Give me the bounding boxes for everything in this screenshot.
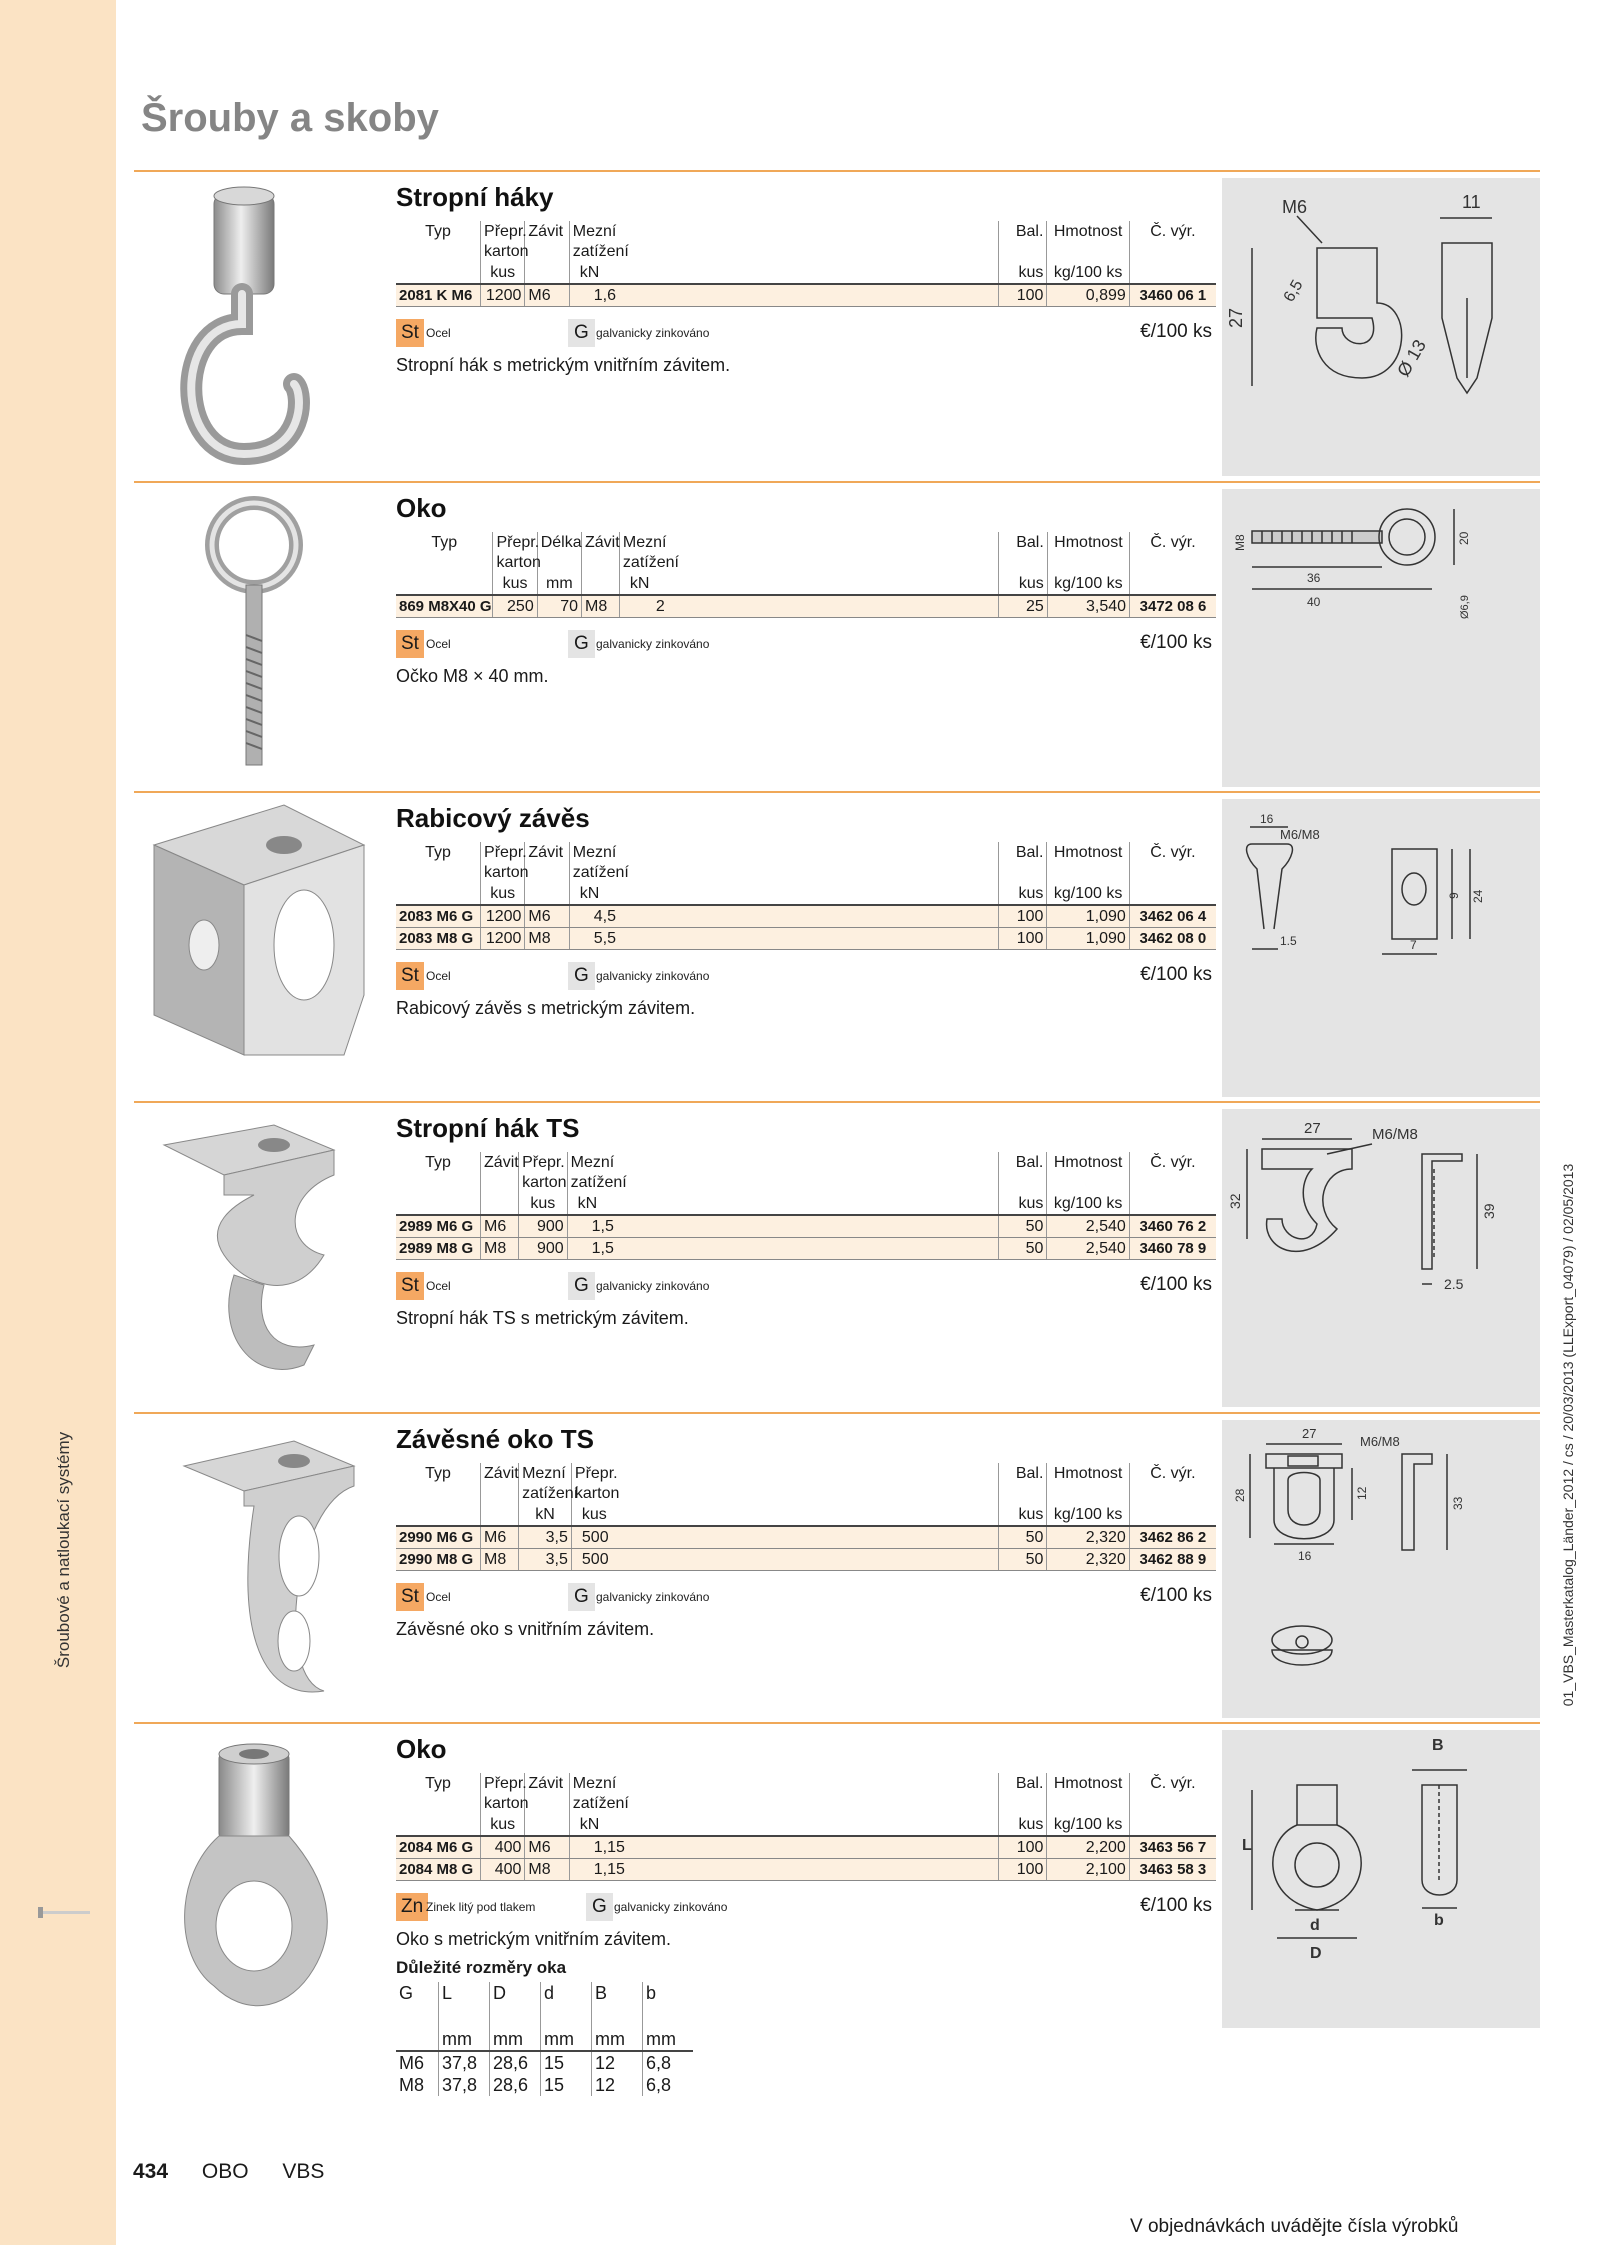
svg-text:M6: M6 [1282, 197, 1308, 217]
product-description: Očko M8 × 40 mm. [396, 666, 549, 686]
svg-text:27: 27 [1226, 307, 1246, 328]
spec-table: Typ Přepr. karton Závit Mezní zatížení Bal. Hmotnost Č. výr. kus kN kus kg/100 ks 2083 M6 G 1200 M6 4,5 100 1,090 3462 06 4 2083 M8 G 1200 M8 5,5 100 1,090 3462 08 0 [396, 842, 1216, 950]
finish-badge: G [568, 630, 595, 658]
spec-table: Typ Přepr. karton Závit Mezní zatížení Bal. Hmotnost Č. výr. kus kN kus kg/100 ks 2081 K M6 1200 M6 1,6 100 0,899 3460 06 1 [396, 221, 1216, 307]
product-photo-ts-eye [134, 1416, 376, 1706]
svg-text:9: 9 [1447, 892, 1461, 899]
technical-drawing [1222, 178, 1540, 476]
svg-text:36: 36 [1307, 571, 1321, 585]
product-photo-eye-nut [134, 1726, 376, 2016]
technical-drawing [1222, 1109, 1540, 1407]
svg-text:M6/M8: M6/M8 [1372, 1126, 1418, 1143]
section-title: Stropní hák TS [396, 1113, 580, 1143]
product-photo-wire-hanger [134, 795, 376, 1085]
product-description: Stropní hák s metrickým vnitřním závitem. [396, 355, 731, 375]
dimensions-title: Důležité rozměry oka [396, 1958, 567, 1977]
price-unit: €/100 ks [1140, 632, 1212, 653]
spec-table: Typ Závit Mezní zatížení Přepr. karton Bal. Hmotnost Č. výr. kN kus kus kg/100 ks 2990 M6 G M6 3,5 500 50 2,320 3462 86 2 2990 M8 G M8 3,5 500 50 2,320 3462 88 9 [396, 1463, 1216, 1571]
svg-text:Ø6,9: Ø6,9 [1459, 595, 1471, 619]
finish-badge: G [568, 1272, 595, 1300]
svg-text:27: 27 [1302, 1426, 1317, 1441]
table-row: 2989 M6 G M6 900 1,5 50 2,540 3460 76 2 [396, 1215, 1216, 1238]
svg-text:7: 7 [1410, 938, 1417, 952]
table-row: M6 37,8 28,6 15 12 6,8 [396, 2051, 693, 2074]
table-row: 2081 K M6 1200 M6 1,6 100 0,899 3460 06 1 [396, 284, 1216, 307]
spec-table: Typ Přepr. karton Závit Mezní zatížení Bal. Hmotnost Č. výr. kus kN kus kg/100 ks 2084 M6 G 400 M6 1,15 100 2,200 3463 56 7 2084 M8 G 400 M8 1,15 100 2,100 3463 58 3 [396, 1773, 1216, 1881]
section-title: Oko [396, 493, 447, 523]
table-row: 2083 M8 G 1200 M8 5,5 100 1,090 3462 08 0 [396, 928, 1216, 950]
product-description: Oko s metrickým vnitřním závitem. [396, 1929, 672, 1949]
section-title: Závěsné oko TS [396, 1424, 594, 1454]
price-unit: €/100 ks [1140, 1585, 1212, 1606]
svg-text:28: 28 [1233, 1488, 1247, 1502]
price-unit: €/100 ks [1140, 1895, 1212, 1916]
table-row: M8 37,8 28,6 15 12 6,8 [396, 2074, 693, 2096]
svg-text:M8: M8 [1233, 534, 1247, 551]
finish-badge: G [568, 1583, 595, 1611]
brand-vbs: VBS [282, 2160, 325, 2183]
product-photo-ceiling-hook [134, 174, 376, 464]
svg-text:24: 24 [1471, 889, 1485, 903]
spec-table: Typ Přepr. karton Délka Závit Mezní zatížení Bal. Hmotnost Č. výr. kus mm kN kus kg/100 ks 869 M8X40 G 250 70 M8 2 25 3,540 3472 08 6 [396, 532, 1216, 618]
finish-badge: G [568, 319, 595, 347]
product-description: Stropní hák TS s metrickým závitem. [396, 1308, 689, 1328]
svg-text:27: 27 [1304, 1120, 1321, 1137]
svg-text:M6/M8: M6/M8 [1360, 1434, 1400, 1449]
svg-text:16: 16 [1260, 812, 1274, 826]
sidebar-label: Šroubové a natloukací systémy [54, 1431, 73, 1669]
svg-text:11: 11 [1462, 192, 1481, 212]
svg-text:39: 39 [1481, 1203, 1497, 1219]
technical-drawing [1222, 489, 1540, 787]
table-row: 2083 M6 G 1200 M6 4,5 100 1,090 3462 06 4 [396, 905, 1216, 928]
price-unit: €/100 ks [1140, 964, 1212, 985]
technical-drawing [1222, 799, 1540, 1097]
spec-table: Typ Závit Přepr. karton Mezní zatížení Bal. Hmotnost Č. výr. kus kN kus kg/100 ks 2989 M6 G M6 900 1,5 50 2,540 3460 76 2 2989 M8 G M8 900 1,5 50 2,540 3460 78 9 [396, 1152, 1216, 1260]
product-photo-ts-hook [134, 1105, 376, 1395]
table-row: 2990 M6 G M6 3,5 500 50 2,320 3462 86 2 [396, 1526, 1216, 1549]
sidebar-marker [38, 1911, 90, 1914]
brand-obo: OBO [201, 2160, 249, 2183]
svg-text:33: 33 [1451, 1496, 1465, 1510]
table-row: 2989 M8 G M8 900 1,5 50 2,540 3460 78 9 [396, 1238, 1216, 1260]
material-badge: St [396, 319, 424, 347]
svg-text:12: 12 [1355, 1486, 1369, 1500]
svg-text:B: B [1432, 1737, 1444, 1754]
footer-note: V objednávkách uvádějte čísla výrobků [1130, 2216, 1459, 2237]
svg-text:2.5: 2.5 [1444, 1276, 1464, 1292]
svg-text:M6/M8: M6/M8 [1280, 827, 1320, 842]
section-title: Rabicový závěs [396, 803, 590, 833]
table-row: 869 M8X40 G 250 70 M8 2 25 3,540 3472 08 6 [396, 595, 1216, 618]
svg-text:d: d [1310, 1917, 1320, 1934]
table-row: 2990 M8 G M8 3,5 500 50 2,320 3462 88 9 [396, 1549, 1216, 1571]
table-row: 2084 M6 G 400 M6 1,15 100 2,200 3463 56 7 [396, 1836, 1216, 1859]
sidebar [0, 0, 116, 2245]
svg-text:D: D [1310, 1945, 1322, 1962]
page-number: 434 [133, 2160, 169, 2183]
material-badge: St [396, 1583, 424, 1611]
material-badge: St [396, 962, 424, 990]
product-photo-eye-screw [134, 485, 376, 775]
svg-text:L: L [1242, 1837, 1252, 1854]
svg-text:32: 32 [1227, 1193, 1243, 1209]
dimensions-table: G L D d B b mm mm mm mm mm M6 37,8 28,6 15 12 6,8 M8 37,8 28,6 15 12 6,8 [396, 1982, 693, 2096]
material-badge: St [396, 1272, 424, 1300]
technical-drawing [1222, 1730, 1540, 2028]
product-description: Rabicový závěs s metrickým závitem. [396, 998, 696, 1018]
finish-badge: G [568, 962, 595, 990]
material-badge: Zn [396, 1893, 428, 1921]
material-badge: St [396, 630, 424, 658]
price-unit: €/100 ks [1140, 1274, 1212, 1295]
table-row: 2084 M8 G 400 M8 1,15 100 2,100 3463 58 3 [396, 1859, 1216, 1881]
technical-drawing [1222, 1420, 1540, 1718]
page-footer [133, 2160, 352, 2184]
svg-text:Ø 13: Ø 13 [1393, 336, 1430, 380]
finish-badge: G [586, 1893, 613, 1921]
price-unit: €/100 ks [1140, 321, 1212, 342]
svg-text:1.5: 1.5 [1280, 934, 1297, 948]
svg-text:16: 16 [1298, 1549, 1312, 1563]
svg-text:6,5: 6,5 [1280, 277, 1307, 305]
svg-text:40: 40 [1307, 595, 1321, 609]
section-title: Oko [396, 1734, 447, 1764]
svg-text:20: 20 [1457, 531, 1471, 545]
page-title: Šrouby a skoby [141, 96, 439, 140]
svg-text:b: b [1434, 1912, 1444, 1929]
catalog-meta: 01_VBS_Masterkatalog_Länder_2012 / cs / 20/03/2013 (LLExport_04079) / 02/05/2013 [1560, 1163, 1576, 1707]
product-description: Závěsné oko s vnitřním závitem. [396, 1619, 655, 1639]
section-title: Stropní háky [396, 182, 554, 212]
